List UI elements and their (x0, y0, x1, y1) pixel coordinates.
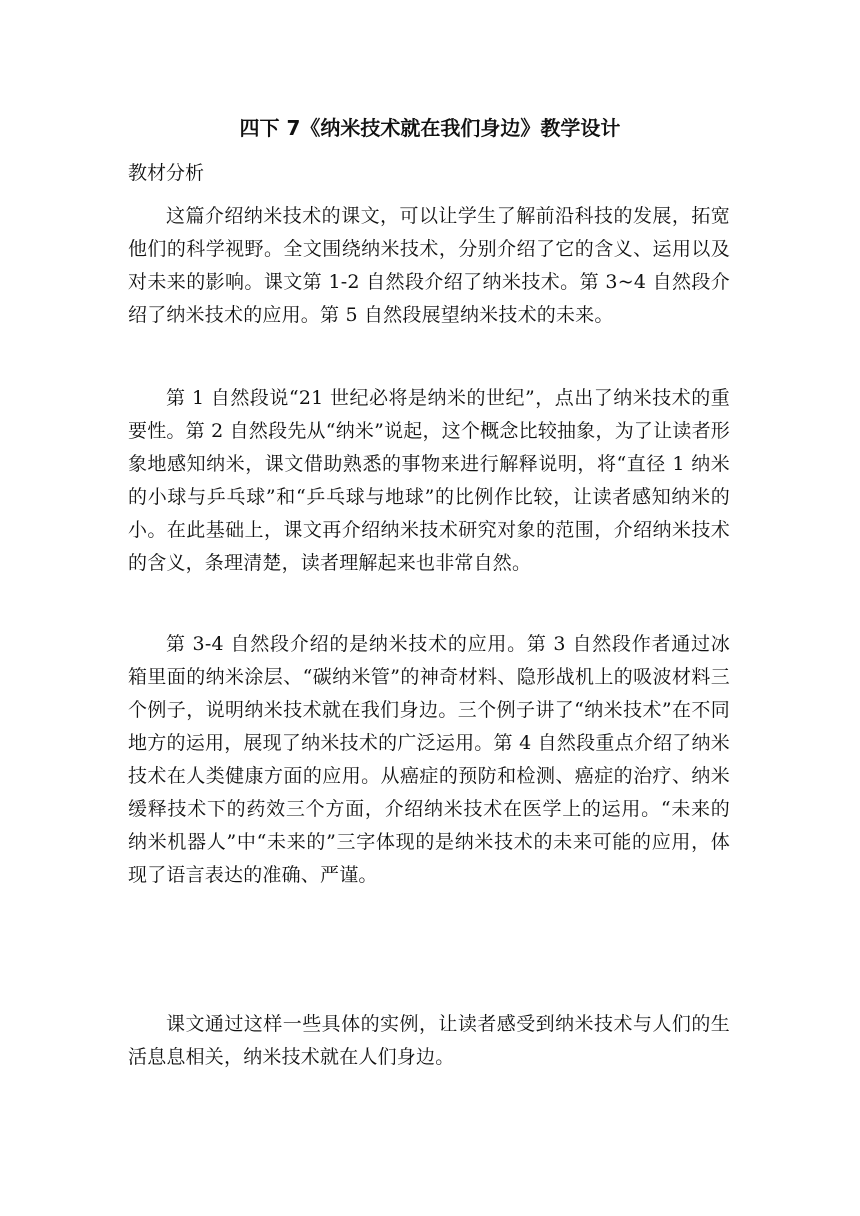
paragraph-summary: 课文通过这样一些具体的实例，让读者感受到纳米技术与人们的生活息息相关，纳米技术就在人们身边。 (128, 1013, 730, 1068)
paragraph-section-1-2: 第 1 自然段说“21 世纪必将是纳米的世纪”，点出了纳米技术的重要性。第 2 自然段先从“纳米”说起，这个概念比较抽象，为了让读者形象地感知纳米，课文借助熟悉的事物来进行解释说明，将“直径 1 纳米的小球与乒乓球”和“乒乓球与地球”的比例作比较，让读者感知纳米的小。在此基础上，课文再介绍纳米技术研究对象的范围，介绍纳米技术的含义，条理清楚，读者理解起来也非常自然。 (128, 387, 730, 574)
paragraph-intro: 这篇介绍纳米技术的课文，可以让学生了解前沿科技的发展，拓宽他们的科学视野。全文围绕纳米技术，分别介绍了它的含义、运用以及对未来的影响。课文第 1-2 自然段介绍了纳米技术。第 3~4 自然段介绍了纳米技术的应用。第 5 自然段展望纳米技术的未来。 (128, 205, 730, 326)
section-heading: 教材分析 (128, 162, 205, 184)
document-title: 四下 7《纳米技术就在我们身边》教学设计 (239, 116, 621, 140)
paragraph-section-3-4: 第 3-4 自然段介绍的是纳米技术的应用。第 3 自然段作者通过冰箱里面的纳米涂层、“碳纳米管”的神奇材料、隐形战机上的吸波材料三个例子，说明纳米技术就在我们身边。三个例子讲了“纳米技术”在不同地方的运用，展现了纳米技术的广泛运用。第 4 自然段重点介绍了纳米技术在人类健康方面的应用。从癌症的预防和检测、癌症的治疗、纳米缓释技术下的药效三个方面，介绍纳米技术在医学上的运用。“未来的纳米机器人”中“未来的”三字体现的是纳米技术的未来可能的应用，体现了语言表达的准确、严谨。 (128, 633, 730, 886)
